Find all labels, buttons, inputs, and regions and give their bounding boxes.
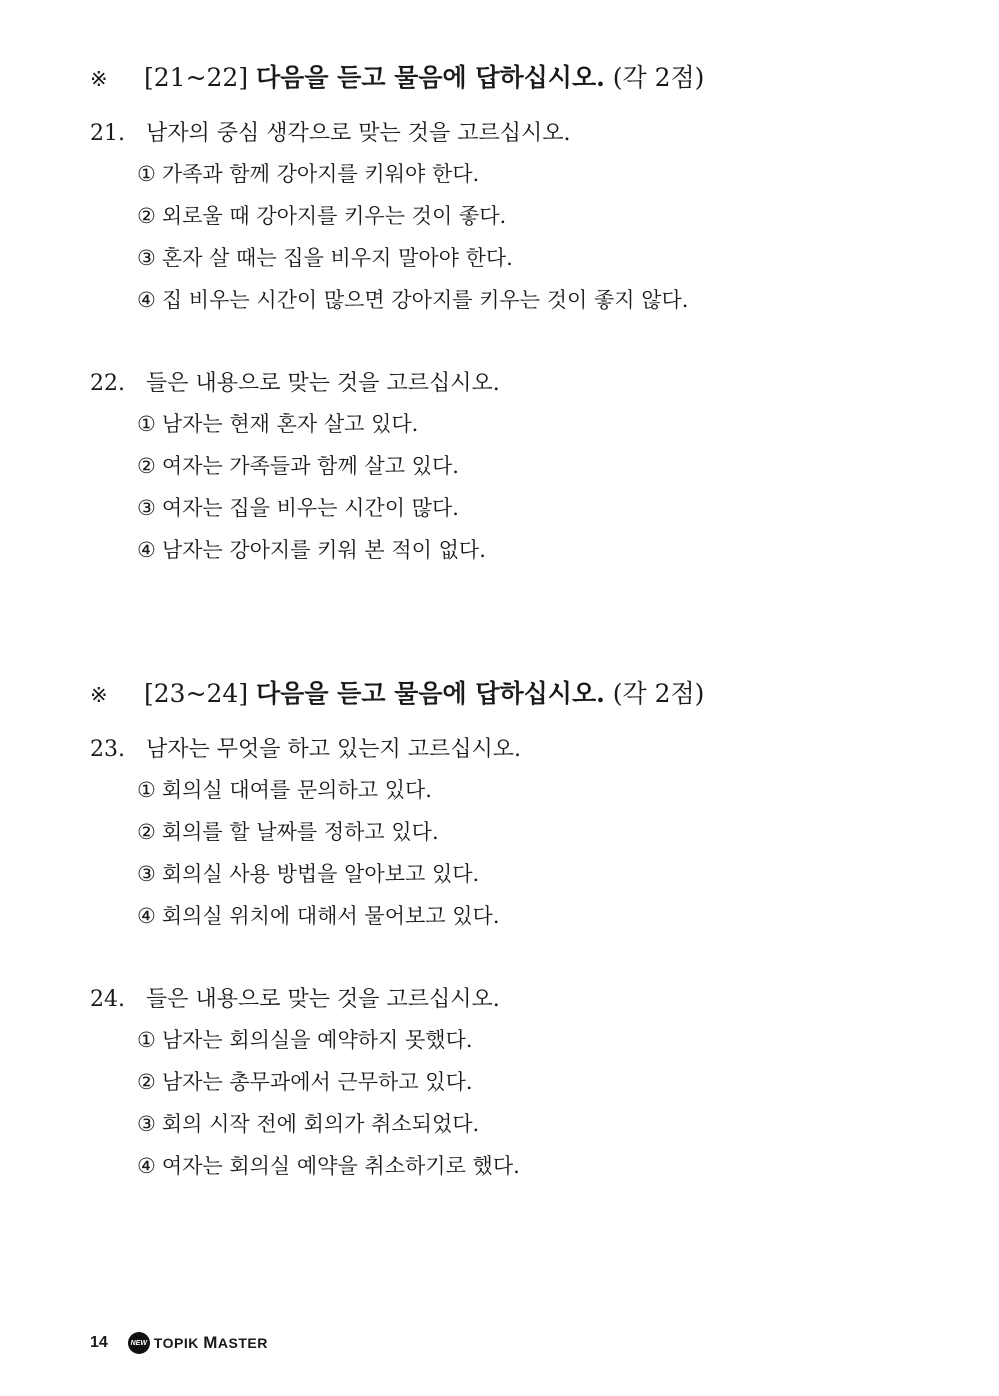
question-prompt: 남자는 무엇을 하고 있는지 고르십시오. xyxy=(146,737,521,762)
brand-logo xyxy=(154,1333,268,1353)
option-text: 회의실 위치에 대해서 물어보고 있다. xyxy=(161,904,500,928)
question-number: 24. xyxy=(90,987,125,1012)
option-21-2 xyxy=(137,200,506,230)
option-text: 남자는 현재 혼자 살고 있다. xyxy=(161,412,419,436)
question-23 xyxy=(90,732,521,763)
option-text: 여자는 회의실 예약을 취소하기로 했다. xyxy=(161,1154,520,1178)
option-22-2 xyxy=(137,450,459,480)
option-marker: ② xyxy=(137,1070,156,1094)
option-24-4 xyxy=(137,1150,520,1180)
option-text: 회의실 대여를 문의하고 있다. xyxy=(161,778,432,802)
page-footer xyxy=(90,1332,268,1354)
option-24-1 xyxy=(137,1024,473,1054)
option-text: 남자는 회의실을 예약하지 못했다. xyxy=(161,1028,473,1052)
section-header-21-22 xyxy=(90,58,704,94)
option-marker: ③ xyxy=(137,246,156,270)
option-marker: ③ xyxy=(137,862,156,886)
section-range: [21~22] xyxy=(144,63,249,92)
option-22-4 xyxy=(137,534,486,564)
option-text: 회의를 할 날짜를 정하고 있다. xyxy=(161,820,439,844)
option-22-1 xyxy=(137,408,418,438)
option-22-3 xyxy=(137,492,459,522)
option-marker: ④ xyxy=(137,1154,156,1178)
option-text: 여자는 집을 비우는 시간이 많다. xyxy=(161,496,459,520)
option-text: 가족과 함께 강아지를 키워야 한다. xyxy=(161,162,480,186)
option-23-4 xyxy=(137,900,500,930)
option-marker: ④ xyxy=(137,288,156,312)
option-text: 남자는 강아지를 키워 본 적이 없다. xyxy=(161,538,486,562)
option-marker: ③ xyxy=(137,1112,156,1136)
page-number: 14 xyxy=(90,1334,108,1351)
question-prompt: 남자의 중심 생각으로 맞는 것을 고르십시오. xyxy=(146,121,571,146)
question-22 xyxy=(90,366,500,397)
section-points: (각 2점) xyxy=(612,63,705,92)
option-marker: ③ xyxy=(137,496,156,520)
option-marker: ① xyxy=(137,1028,156,1052)
section-points: (각 2점) xyxy=(612,679,705,708)
brand-m: M xyxy=(203,1333,218,1352)
brand-rest: ASTER xyxy=(217,1335,268,1351)
brand-first: TOPIK xyxy=(153,1335,199,1351)
option-marker: ① xyxy=(137,162,156,186)
section-range: [23~24] xyxy=(144,679,249,708)
section-instruction: 다음을 듣고 물음에 답하십시오. xyxy=(256,679,605,708)
question-21 xyxy=(90,116,571,147)
option-marker: ② xyxy=(137,204,156,228)
option-21-3 xyxy=(137,242,513,272)
option-text: 집 비우는 시간이 많으면 강아지를 키우는 것이 좋지 않다. xyxy=(161,288,689,312)
option-21-4 xyxy=(137,284,688,314)
option-text: 혼자 살 때는 집을 비우지 말아야 한다. xyxy=(161,246,513,270)
option-marker: ① xyxy=(137,778,156,802)
question-number: 22. xyxy=(90,371,125,396)
question-24 xyxy=(90,982,500,1013)
reference-mark: ※ xyxy=(90,683,108,707)
question-prompt: 들은 내용으로 맞는 것을 고르십시오. xyxy=(146,371,500,396)
option-marker: ① xyxy=(137,412,156,436)
option-24-3 xyxy=(137,1108,479,1138)
section-instruction: 다음을 듣고 물음에 답하십시오. xyxy=(256,63,605,92)
option-23-1 xyxy=(137,774,432,804)
question-prompt: 들은 내용으로 맞는 것을 고르십시오. xyxy=(146,987,500,1012)
option-text: 회의실 사용 방법을 알아보고 있다. xyxy=(161,862,480,886)
new-badge-icon: NEW xyxy=(128,1332,150,1354)
option-23-3 xyxy=(137,858,479,888)
option-marker: ② xyxy=(137,454,156,478)
option-marker: ④ xyxy=(137,538,156,562)
option-text: 회의 시작 전에 회의가 취소되었다. xyxy=(161,1112,480,1136)
option-marker: ② xyxy=(137,820,156,844)
question-number: 21. xyxy=(90,121,125,146)
option-text: 남자는 총무과에서 근무하고 있다. xyxy=(161,1070,473,1094)
option-23-2 xyxy=(137,816,439,846)
question-number: 23. xyxy=(90,737,125,762)
section-header-23-24 xyxy=(90,674,704,710)
option-text: 외로울 때 강아지를 키우는 것이 좋다. xyxy=(161,204,507,228)
option-24-2 xyxy=(137,1066,473,1096)
reference-mark: ※ xyxy=(90,67,108,91)
option-21-1 xyxy=(137,158,479,188)
option-text: 여자는 가족들과 함께 살고 있다. xyxy=(161,454,459,478)
option-marker: ④ xyxy=(137,904,156,928)
